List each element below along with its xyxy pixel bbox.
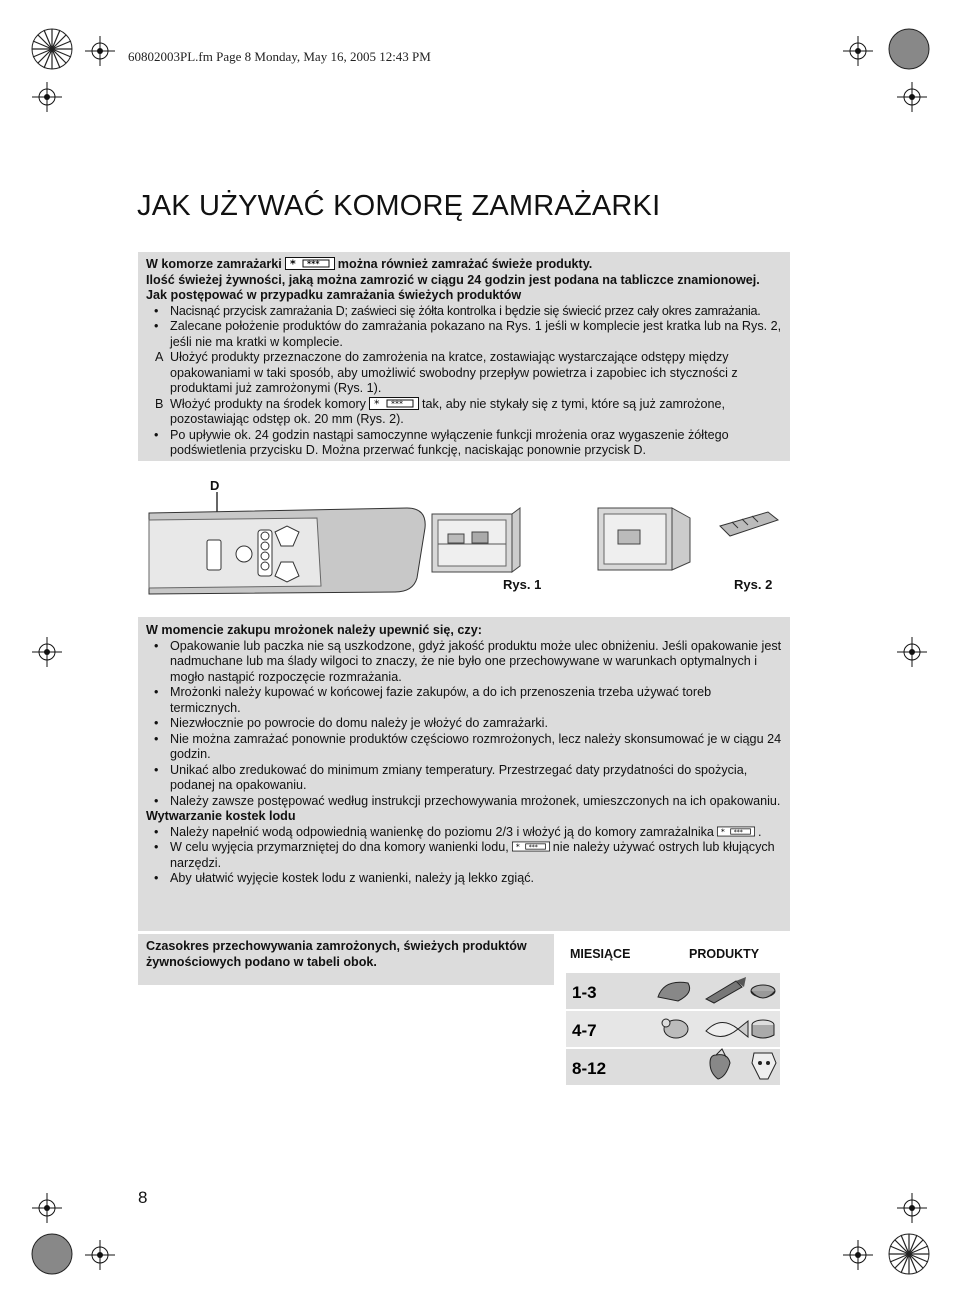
- list-item: • Należy zawsze postępować według instrukcji przechowywania mrożonek, umieszczonych na ich opakowaniu.: [146, 794, 782, 810]
- months-8-12: 8-12: [572, 1059, 607, 1078]
- ice-tray-illustration: [712, 506, 784, 542]
- list-item: • Należy napełnić wodą odpowiednią wanienkę do poziomu 2/3 i włożyć ją do komory zamrażalnika * *** .: [146, 825, 782, 841]
- crosshair-mark-icon: [843, 1240, 873, 1270]
- crosshair-mark-icon: [897, 637, 927, 667]
- intro-line-2: Ilość świeżej żywności, jaką można zamrozić w ciągu 24 godzin jest podana na tabliczce znamionowej.: [146, 272, 760, 287]
- crosshair-mark-icon: [32, 1193, 62, 1223]
- freezer-without-grid-illustration: [592, 504, 692, 576]
- ice-cubes-heading: Wytwarzanie kostek lodu: [146, 809, 296, 823]
- step-label: B: [155, 396, 164, 411]
- list-item: • Mrożonki należy kupować w końcowej fazie zakupów, a do ich przenoszenia trzeba używać toreb termicznych.: [146, 685, 782, 716]
- list-item: • Unikać albo zredukować do minimum zmiany temperatury. Przestrzegać daty przydatności do spożycia, podanej na opakowaniu.: [146, 763, 782, 794]
- freezer-with-grid-illustration: [428, 504, 523, 576]
- step-label: A: [155, 350, 164, 364]
- svg-text:*: *: [720, 826, 725, 837]
- section-heading: W momencie zakupu mrożonek należy upewnić się, czy:: [146, 623, 482, 637]
- figure-caption-2: Rys. 2: [734, 577, 773, 592]
- figure-caption-1: Rys. 1: [503, 577, 542, 592]
- list-item: • Aby ułatwić wyjęcie kostek lodu z wanienki, należy ją lekko zgiąć.: [146, 871, 782, 887]
- freezer-star-icon: [285, 257, 335, 270]
- svg-text:*: *: [373, 397, 380, 410]
- buying-frozen-food-box: [138, 617, 790, 931]
- freezer-star-icon: [512, 840, 550, 853]
- panel-label-d: D: [210, 478, 220, 493]
- list-item: • Opakowanie lub paczka nie są uszkodzone, gdyż jakość produktu może ulec obniżeniu. Jeśli opakowanie jest nadmuchane lub ma ślady wilgoci to znaczy, że nie było one przechowywane w warunkach optymalnych i mogło nastąpić rozpoczęcie rozmrażania.: [146, 639, 782, 686]
- freezer-star-icon: [369, 397, 419, 410]
- storage-note: Czasokres przechowywania zamrożonych, świeżych produktów żywnościowych podano w tabeli obok.: [138, 934, 554, 985]
- crosshair-mark-icon: [85, 36, 115, 66]
- crosshair-mark-icon: [897, 1193, 927, 1223]
- registration-mark-icon: [30, 1232, 74, 1276]
- crosshair-mark-icon: [897, 82, 927, 112]
- crosshair-mark-icon: [843, 36, 873, 66]
- registration-mark-icon: [30, 27, 74, 71]
- table-header-products: PRODUKTY: [689, 947, 760, 961]
- svg-text:*: *: [289, 257, 296, 270]
- list-item: • W celu wyjęcia przymarzniętej do dna komory wanienki lodu, * *** nie należy używać ostrych lub kłujących narzędzi.: [146, 840, 782, 871]
- list-item: • Nie można zamrażać ponownie produktów częściowo rozmrożonych, lecz należy skonsumować je w ciągu 24 godzin.: [146, 732, 782, 763]
- registration-mark-icon: [887, 1232, 931, 1276]
- list-item: • Po upływie ok. 24 godzin nastąpi samoczynne wyłączenie funkcji mrożenia oraz wygaszenie żółtego podświetlenia przycisku D. Można przerwać funkcję, naciskając ponownie przycisk D.: [146, 428, 782, 459]
- svg-text:***: ***: [528, 843, 538, 851]
- freezing-instructions-box: [138, 252, 790, 461]
- crosshair-mark-icon: [85, 1240, 115, 1270]
- table-header-months: MIESIĄCE: [570, 947, 631, 961]
- months-4-7: 4-7: [572, 1021, 597, 1040]
- page-number: 8: [138, 1188, 148, 1207]
- crosshair-mark-icon: [32, 637, 62, 667]
- svg-text:***: ***: [390, 399, 403, 408]
- list-item: • Zalecane położenie produktów do zamrażania pokazano na Rys. 1 jeśli w komplecie jest kratka lub na Rys. 2, jeśli nie ma kratki w komplecie.: [146, 319, 782, 350]
- page-title: JAK UŻYWAĆ KOMORĘ ZAMRAŻARKI: [137, 190, 661, 222]
- list-item: • Niezwłocznie po powrocie do domu należy je włożyć do zamrażarki.: [146, 716, 782, 732]
- subheading-fresh-freezing: Jak postępować w przypadku zamrażania świeżych produktów: [146, 288, 522, 302]
- step-a: A Ułożyć produkty przeznaczone do zamrożenia na kratce, zostawiając wystarczające odstępy między opakowaniami w taki sposób, aby umożliwić swobodny przepływ powietrza i zapobiec ich styczności z produktami już zamrożonymi (Rys. 1).: [155, 350, 738, 395]
- file-header: 60802003PL.fm Page 8 Monday, May 16, 2005 12:43 PM: [128, 49, 431, 64]
- list-item: • Nacisnąć przycisk zamrażania D; zaświeci się żółta kontrolka i będzie się świecić przez cały okres zamrażania.: [146, 304, 782, 320]
- intro-line-1: W komorze zamrażarki * *** można również zamrażać świeże produkty.: [146, 257, 593, 271]
- step-b: B Włożyć produkty na środek komory * *** tak, aby nie stykały się z tymi, które są już zamrożone, pozostawiając odstęp ok. 20 mm (Rys. 2).: [155, 396, 726, 426]
- control-panel-illustration: [145, 488, 435, 600]
- svg-text:*: *: [515, 841, 520, 852]
- cake-icon: [752, 1020, 774, 1038]
- months-1-3: 1-3: [572, 983, 597, 1002]
- registration-mark-icon: [887, 27, 931, 71]
- storage-table: [566, 973, 780, 1085]
- crosshair-mark-icon: [32, 82, 62, 112]
- svg-text:***: ***: [733, 828, 743, 836]
- freezer-star-icon: [717, 825, 755, 838]
- svg-text:***: ***: [306, 259, 320, 269]
